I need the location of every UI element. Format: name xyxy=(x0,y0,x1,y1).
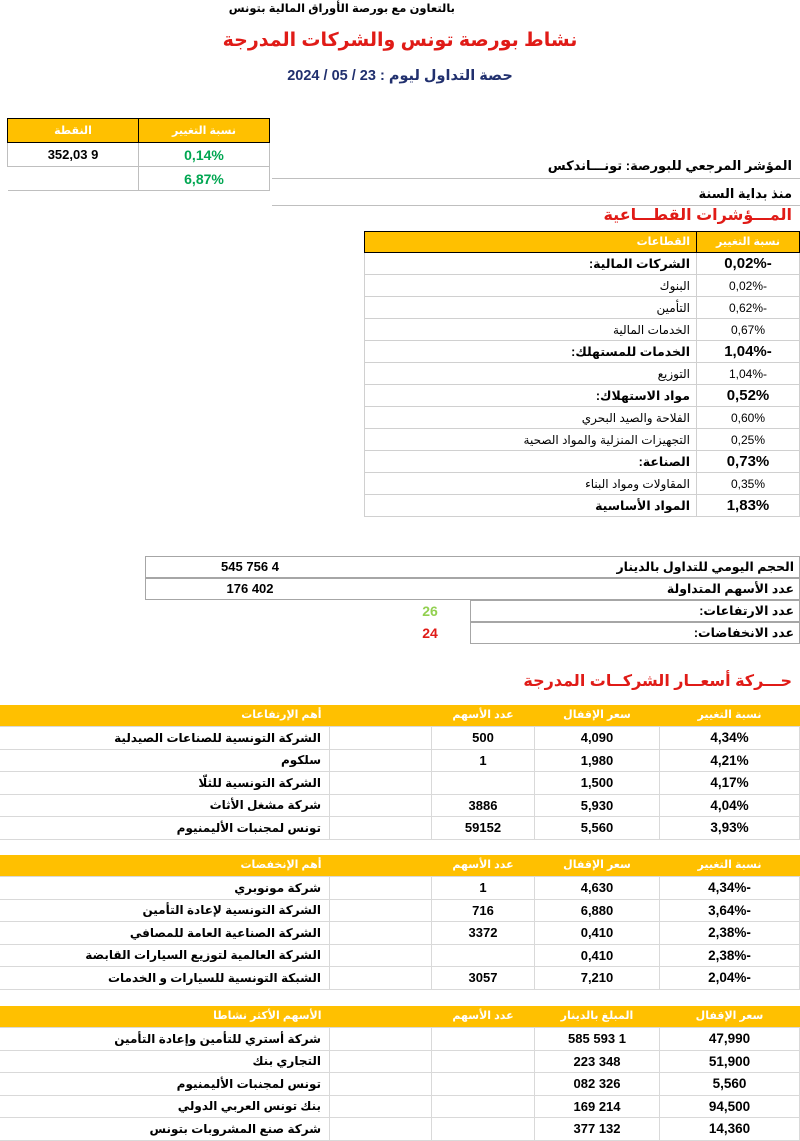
table-row xyxy=(365,275,800,297)
index-header-row xyxy=(8,119,270,143)
table-row xyxy=(365,319,800,341)
index-summary-table xyxy=(7,118,270,191)
sector-indicators-table xyxy=(364,231,800,517)
gainer-name: شركة مشغل الأثاث xyxy=(0,794,330,817)
gainer-shares: 1 xyxy=(432,749,535,772)
loser-shares: 3057 xyxy=(432,967,535,990)
active-shares xyxy=(432,1073,535,1096)
ytd-change: 6,87% xyxy=(139,167,270,191)
actives-header-close: سعر الإقفال xyxy=(660,1006,800,1028)
loser-close: 7,210 xyxy=(535,967,660,990)
tunindex-change: 0,14% xyxy=(139,143,270,167)
session-date-subtitle: حصة التداول ليوم : 23 / 05 / 2024 xyxy=(287,68,513,84)
losers-header-spacer xyxy=(330,855,432,877)
gainer-spacer xyxy=(330,817,432,840)
table-row xyxy=(365,407,800,429)
gainers-header-change: نسبة التغيير xyxy=(660,705,800,727)
loser-shares: 1 xyxy=(432,877,535,900)
active-name: بنك تونس العربي الدولي xyxy=(0,1095,330,1118)
losers-header-shares: عدد الأسهم xyxy=(432,855,535,877)
sector-change: 0,67% xyxy=(697,319,800,341)
ytd-points-empty xyxy=(8,167,139,191)
table-row xyxy=(0,622,800,644)
actives-header-spacer xyxy=(330,1006,432,1028)
loser-name: الشركة العالمية لتوزيع السيارات القابضة xyxy=(0,944,330,967)
table-row xyxy=(365,429,800,451)
actives-header-shares: عدد الأسهم xyxy=(432,1006,535,1028)
gainer-shares: 3886 xyxy=(432,794,535,817)
active-name: شركة أستري للتأمين وإعادة التأمين xyxy=(0,1028,330,1051)
table-row xyxy=(365,253,800,275)
gainer-name: تونس لمجنبات الأليمنيوم xyxy=(0,817,330,840)
gainer-change: 4,21% xyxy=(660,749,800,772)
active-close: 51,900 xyxy=(660,1050,800,1073)
table-row xyxy=(365,385,800,407)
page-title: نشاط بورصة تونس والشركات المدرجة xyxy=(222,30,578,51)
loser-spacer xyxy=(330,967,432,990)
loser-spacer xyxy=(330,944,432,967)
loser-name: الشركة الصناعية العامة للمصافي xyxy=(0,922,330,945)
sector-name: مواد الاستهلاك: xyxy=(365,385,697,407)
sector-change: -1,04% xyxy=(697,341,800,363)
table-row xyxy=(0,1095,800,1118)
gainers-header-spacer xyxy=(330,705,432,727)
declines-count: 24 xyxy=(422,625,438,641)
active-shares xyxy=(432,1118,535,1141)
sector-name: المقاولات ومواد البناء xyxy=(365,473,697,495)
table-row xyxy=(0,1050,800,1073)
active-amount: 1 593 585 xyxy=(535,1028,660,1051)
index-label-tunindex: المؤشر المرجعي للبورصة: تونـــاندكس xyxy=(547,158,792,173)
sector-name: المواد الأساسية xyxy=(365,495,697,517)
table-row xyxy=(0,877,800,900)
sector-name: الشركات المالية: xyxy=(365,253,697,275)
sector-name: الخدمات المالية xyxy=(365,319,697,341)
actives-header-name: الأسهم الأكثر نشاطا xyxy=(0,1006,330,1028)
sector-header-row xyxy=(365,232,800,253)
active-spacer xyxy=(330,1050,432,1073)
losers-header-change: نسبة التغيير xyxy=(660,855,800,877)
sector-name: التجهيزات المنزلية والمواد الصحية xyxy=(365,429,697,451)
table-row xyxy=(0,1028,800,1051)
table-row xyxy=(0,794,800,817)
sector-change: -0,62% xyxy=(697,297,800,319)
active-name: شركة صنع المشروبات بتونس xyxy=(0,1118,330,1141)
shares-traded-value: 402 176 xyxy=(226,581,274,596)
index-header-change: نسبة التغيير xyxy=(139,119,270,143)
loser-change: -2,38% xyxy=(660,944,800,967)
gainer-shares: 59152 xyxy=(432,817,535,840)
sector-name: التوزيع xyxy=(365,363,697,385)
daily-volume-value: 4 756 545 xyxy=(221,559,279,574)
loser-change: -3,64% xyxy=(660,899,800,922)
market-statistics-block xyxy=(0,556,800,644)
daily-volume-label: الحجم اليومي للتداول بالدينار xyxy=(616,560,794,574)
actives-header-amount: المبلغ بالدينار xyxy=(535,1006,660,1028)
loser-shares: 716 xyxy=(432,899,535,922)
active-spacer xyxy=(330,1073,432,1096)
shares-traded-label: عدد الأسهم المتداولة xyxy=(666,582,794,596)
active-name: تونس لمجنبات الأليمنيوم xyxy=(0,1073,330,1096)
actives-header-row xyxy=(0,1006,800,1028)
active-close: 47,990 xyxy=(660,1028,800,1051)
table-row xyxy=(0,600,800,622)
gainer-close: 1,980 xyxy=(535,749,660,772)
table-row xyxy=(0,727,800,750)
loser-change: -4,34% xyxy=(660,877,800,900)
loser-close: 6,880 xyxy=(535,899,660,922)
table-row xyxy=(0,899,800,922)
active-amount: 326 082 xyxy=(535,1073,660,1096)
table-row xyxy=(0,749,800,772)
loser-close: 0,410 xyxy=(535,944,660,967)
table-row xyxy=(8,143,270,167)
active-amount: 214 169 xyxy=(535,1095,660,1118)
gainer-change: 3,93% xyxy=(660,817,800,840)
sector-change: 0,52% xyxy=(697,385,800,407)
sector-header-change: نسبة التغيير xyxy=(697,232,800,253)
gainer-change: 4,34% xyxy=(660,727,800,750)
active-close: 5,560 xyxy=(660,1073,800,1096)
table-row xyxy=(365,451,800,473)
table-row xyxy=(0,578,800,600)
gainers-header-row xyxy=(0,705,800,727)
sector-change: 0,25% xyxy=(697,429,800,451)
table-row xyxy=(365,341,800,363)
top-losers-table xyxy=(0,855,800,990)
losers-header-close: سعر الإقفال xyxy=(535,855,660,877)
gainer-shares xyxy=(432,772,535,795)
loser-name: الشركة التونسية لإعادة التأمين xyxy=(0,899,330,922)
table-row xyxy=(365,473,800,495)
prices-section-heading: حـــركة أسعــار الشركــات المدرجة xyxy=(523,673,792,690)
loser-name: الشبكة التونسية للسيارات و الخدمات xyxy=(0,967,330,990)
gainer-shares: 500 xyxy=(432,727,535,750)
table-row xyxy=(0,1073,800,1096)
gainer-change: 4,04% xyxy=(660,794,800,817)
advances-label: عدد الارتفاعات: xyxy=(699,604,794,618)
losers-header-row xyxy=(0,855,800,877)
loser-close: 4,630 xyxy=(535,877,660,900)
sector-name: التأمين xyxy=(365,297,697,319)
active-close: 94,500 xyxy=(660,1095,800,1118)
table-row xyxy=(365,495,800,517)
loser-name: شركة مونوبري xyxy=(0,877,330,900)
index-label-ytd: منذ بداية السنة xyxy=(698,186,792,201)
index-header-points: النقطة xyxy=(8,119,139,143)
loser-change: -2,38% xyxy=(660,922,800,945)
loser-shares xyxy=(432,944,535,967)
gainer-close: 1,500 xyxy=(535,772,660,795)
table-row xyxy=(0,772,800,795)
gainers-header-name: أهم الإرتفاعات xyxy=(0,705,330,727)
top-gainers-section xyxy=(0,705,800,840)
table-row xyxy=(0,944,800,967)
gainer-spacer xyxy=(330,794,432,817)
tunindex-points: 9 352,03 xyxy=(8,143,139,167)
table-row xyxy=(0,1118,800,1141)
active-amount: 132 377 xyxy=(535,1118,660,1141)
most-active-section xyxy=(0,1006,800,1141)
table-row xyxy=(0,817,800,840)
table-row xyxy=(0,922,800,945)
active-spacer xyxy=(330,1095,432,1118)
table-row xyxy=(8,167,270,191)
sector-change: 1,83% xyxy=(697,495,800,517)
top-gainers-table xyxy=(0,705,800,840)
sector-name: الصناعة: xyxy=(365,451,697,473)
declines-label: عدد الانخفاضات: xyxy=(693,626,794,640)
loser-spacer xyxy=(330,922,432,945)
loser-close: 0,410 xyxy=(535,922,660,945)
sector-name: الفلاحة والصيد البحري xyxy=(365,407,697,429)
loser-spacer xyxy=(330,877,432,900)
gainer-spacer xyxy=(330,772,432,795)
gainers-header-shares: عدد الأسهم xyxy=(432,705,535,727)
sector-change: 0,60% xyxy=(697,407,800,429)
gainer-change: 4,17% xyxy=(660,772,800,795)
gainer-close: 4,090 xyxy=(535,727,660,750)
gainer-name: سلكوم xyxy=(0,749,330,772)
active-spacer xyxy=(330,1118,432,1141)
active-shares xyxy=(432,1028,535,1051)
loser-shares: 3372 xyxy=(432,922,535,945)
active-close: 14,360 xyxy=(660,1118,800,1141)
active-shares xyxy=(432,1050,535,1073)
active-shares xyxy=(432,1095,535,1118)
loser-spacer xyxy=(330,899,432,922)
active-amount: 348 223 xyxy=(535,1050,660,1073)
table-row xyxy=(0,556,800,578)
active-name: التجاري بنك xyxy=(0,1050,330,1073)
gainer-spacer xyxy=(330,727,432,750)
sector-change: -1,04% xyxy=(697,363,800,385)
sector-change: 0,35% xyxy=(697,473,800,495)
table-row xyxy=(365,297,800,319)
gainer-spacer xyxy=(330,749,432,772)
gainers-header-close: سعر الإقفال xyxy=(535,705,660,727)
sector-name: الخدمات للمستهلك: xyxy=(365,341,697,363)
loser-change: -2,04% xyxy=(660,967,800,990)
index-row1-rule xyxy=(272,178,800,179)
sector-header-name: القطاعات xyxy=(365,232,697,253)
table-row xyxy=(365,363,800,385)
sector-name: البنوك xyxy=(365,275,697,297)
most-active-table xyxy=(0,1006,800,1141)
gainer-name: الشركة التونسية للثلّا xyxy=(0,772,330,795)
active-spacer xyxy=(330,1028,432,1051)
gainer-close: 5,560 xyxy=(535,817,660,840)
losers-header-name: أهم الإنخفضات xyxy=(0,855,330,877)
sectors-section-heading: المـــؤشرات القطـــاعية xyxy=(603,207,792,224)
gainer-close: 5,930 xyxy=(535,794,660,817)
attribution-text: بالتعاون مع بورصة الأوراق المالية بتونس xyxy=(228,3,455,15)
sector-change: 0,73% xyxy=(697,451,800,473)
sector-change: -0,02% xyxy=(697,275,800,297)
sector-change: -0,02% xyxy=(697,253,800,275)
top-losers-section xyxy=(0,855,800,990)
advances-count: 26 xyxy=(422,603,438,619)
table-row xyxy=(0,967,800,990)
gainer-name: الشركة التونسية للصناعات الصيدلية xyxy=(0,727,330,750)
